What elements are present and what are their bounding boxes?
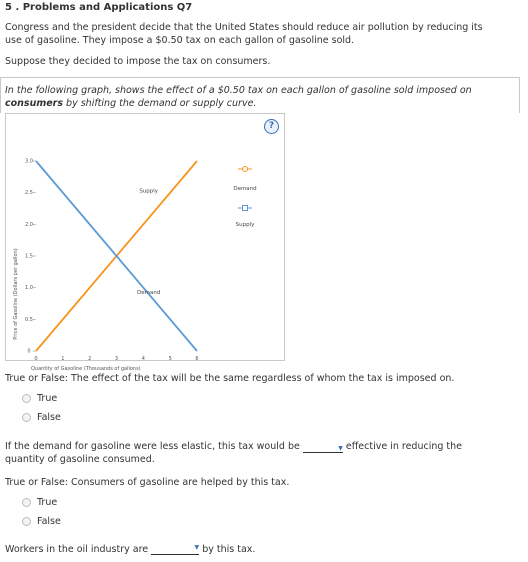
q1-option-true[interactable] (22, 393, 57, 404)
radio-button[interactable] (22, 498, 31, 507)
y-tick-label: 1.0 (25, 285, 33, 292)
y-tick-label: 0.5 (25, 316, 33, 323)
q3-option-false-label: False (37, 516, 61, 527)
y-axis-label: Price of Gasoline (Dollars per gallon) (13, 248, 19, 340)
radio-button[interactable] (22, 517, 31, 526)
x-tick-label: 5 (168, 356, 172, 362)
x-tick-label: 0 (34, 356, 38, 362)
q3-option-true[interactable] (22, 497, 57, 508)
question-1: True or False: The effect of the tax will be the same regardless of whom the tax is imposed on. (5, 373, 455, 384)
x-tick-label: 4 (141, 356, 145, 362)
q4-prefix: Workers in the oil industry are (5, 544, 149, 555)
q1-option-false[interactable] (22, 412, 61, 423)
x-tick-label: 1 (61, 356, 65, 362)
q4-dropdown[interactable] (151, 544, 199, 555)
question-3: True or False: Consumers of gasoline are helped by this tax. (5, 477, 290, 488)
question-4 (5, 544, 255, 555)
q2-suffix: effective in reducing the quantity of gasoline consumed. (5, 441, 463, 465)
q2-prefix: If the demand for gasoline were less elastic, this tax would be (5, 441, 300, 452)
legend-supply-label: Supply (235, 222, 255, 228)
graph-instructions (5, 84, 475, 110)
demand-curve-label: Demand (137, 290, 161, 296)
instructions-bold: consumers (5, 98, 64, 109)
x-tick-label: 3 (114, 356, 119, 362)
legend-supply[interactable] (236, 206, 255, 229)
intro-supposition: Suppose they decided to impose the tax on consumers. (5, 56, 271, 67)
q4-suffix: by this tax. (202, 544, 256, 555)
y-tick-label: 3.0 (25, 158, 33, 165)
y-tick-label: 1.5 (25, 253, 33, 260)
x-axis-label: Quantity of Gasoline (Thousands of gallons) (31, 366, 141, 372)
x-tick-label: 6 (195, 356, 199, 362)
legend-demand-label: Demand (233, 186, 257, 192)
chart[interactable] (6, 114, 284, 372)
x-tick-label: 2 (88, 356, 92, 362)
page-title: 5 . Problems and Applications Q7 (5, 2, 193, 13)
intro-text: Congress and the president decide that the United States should reduce air pollution by reducing its use of gasoline. They impose a $0.50 tax on each gallon of gasoline sold. (5, 22, 483, 46)
y-tick-label: 2.5 (25, 190, 33, 197)
radio-button[interactable] (22, 413, 31, 422)
supply-curve-label: Supply (139, 188, 159, 195)
q1-option-false-label: False (37, 412, 61, 423)
question-2 (5, 440, 495, 466)
q3-option-true-label: True (37, 497, 58, 508)
q1-option-true-label: True (37, 393, 58, 404)
help-icon[interactable]: ? (264, 119, 279, 134)
instructions-prefix: In the following graph, shows the effect of a $0.50 tax on each gallon of gasoline sold imposed on (5, 85, 472, 96)
y-tick-label: 0 (27, 348, 31, 355)
q2-dropdown[interactable] (303, 442, 343, 453)
q3-option-false[interactable] (22, 516, 61, 527)
instructions-suffix: by shifting the demand or supply curve. (63, 98, 257, 109)
radio-button[interactable] (22, 394, 31, 403)
legend-demand[interactable] (233, 167, 256, 193)
y-tick-label: 2.0 (25, 221, 33, 228)
graph-panel (5, 113, 285, 372)
